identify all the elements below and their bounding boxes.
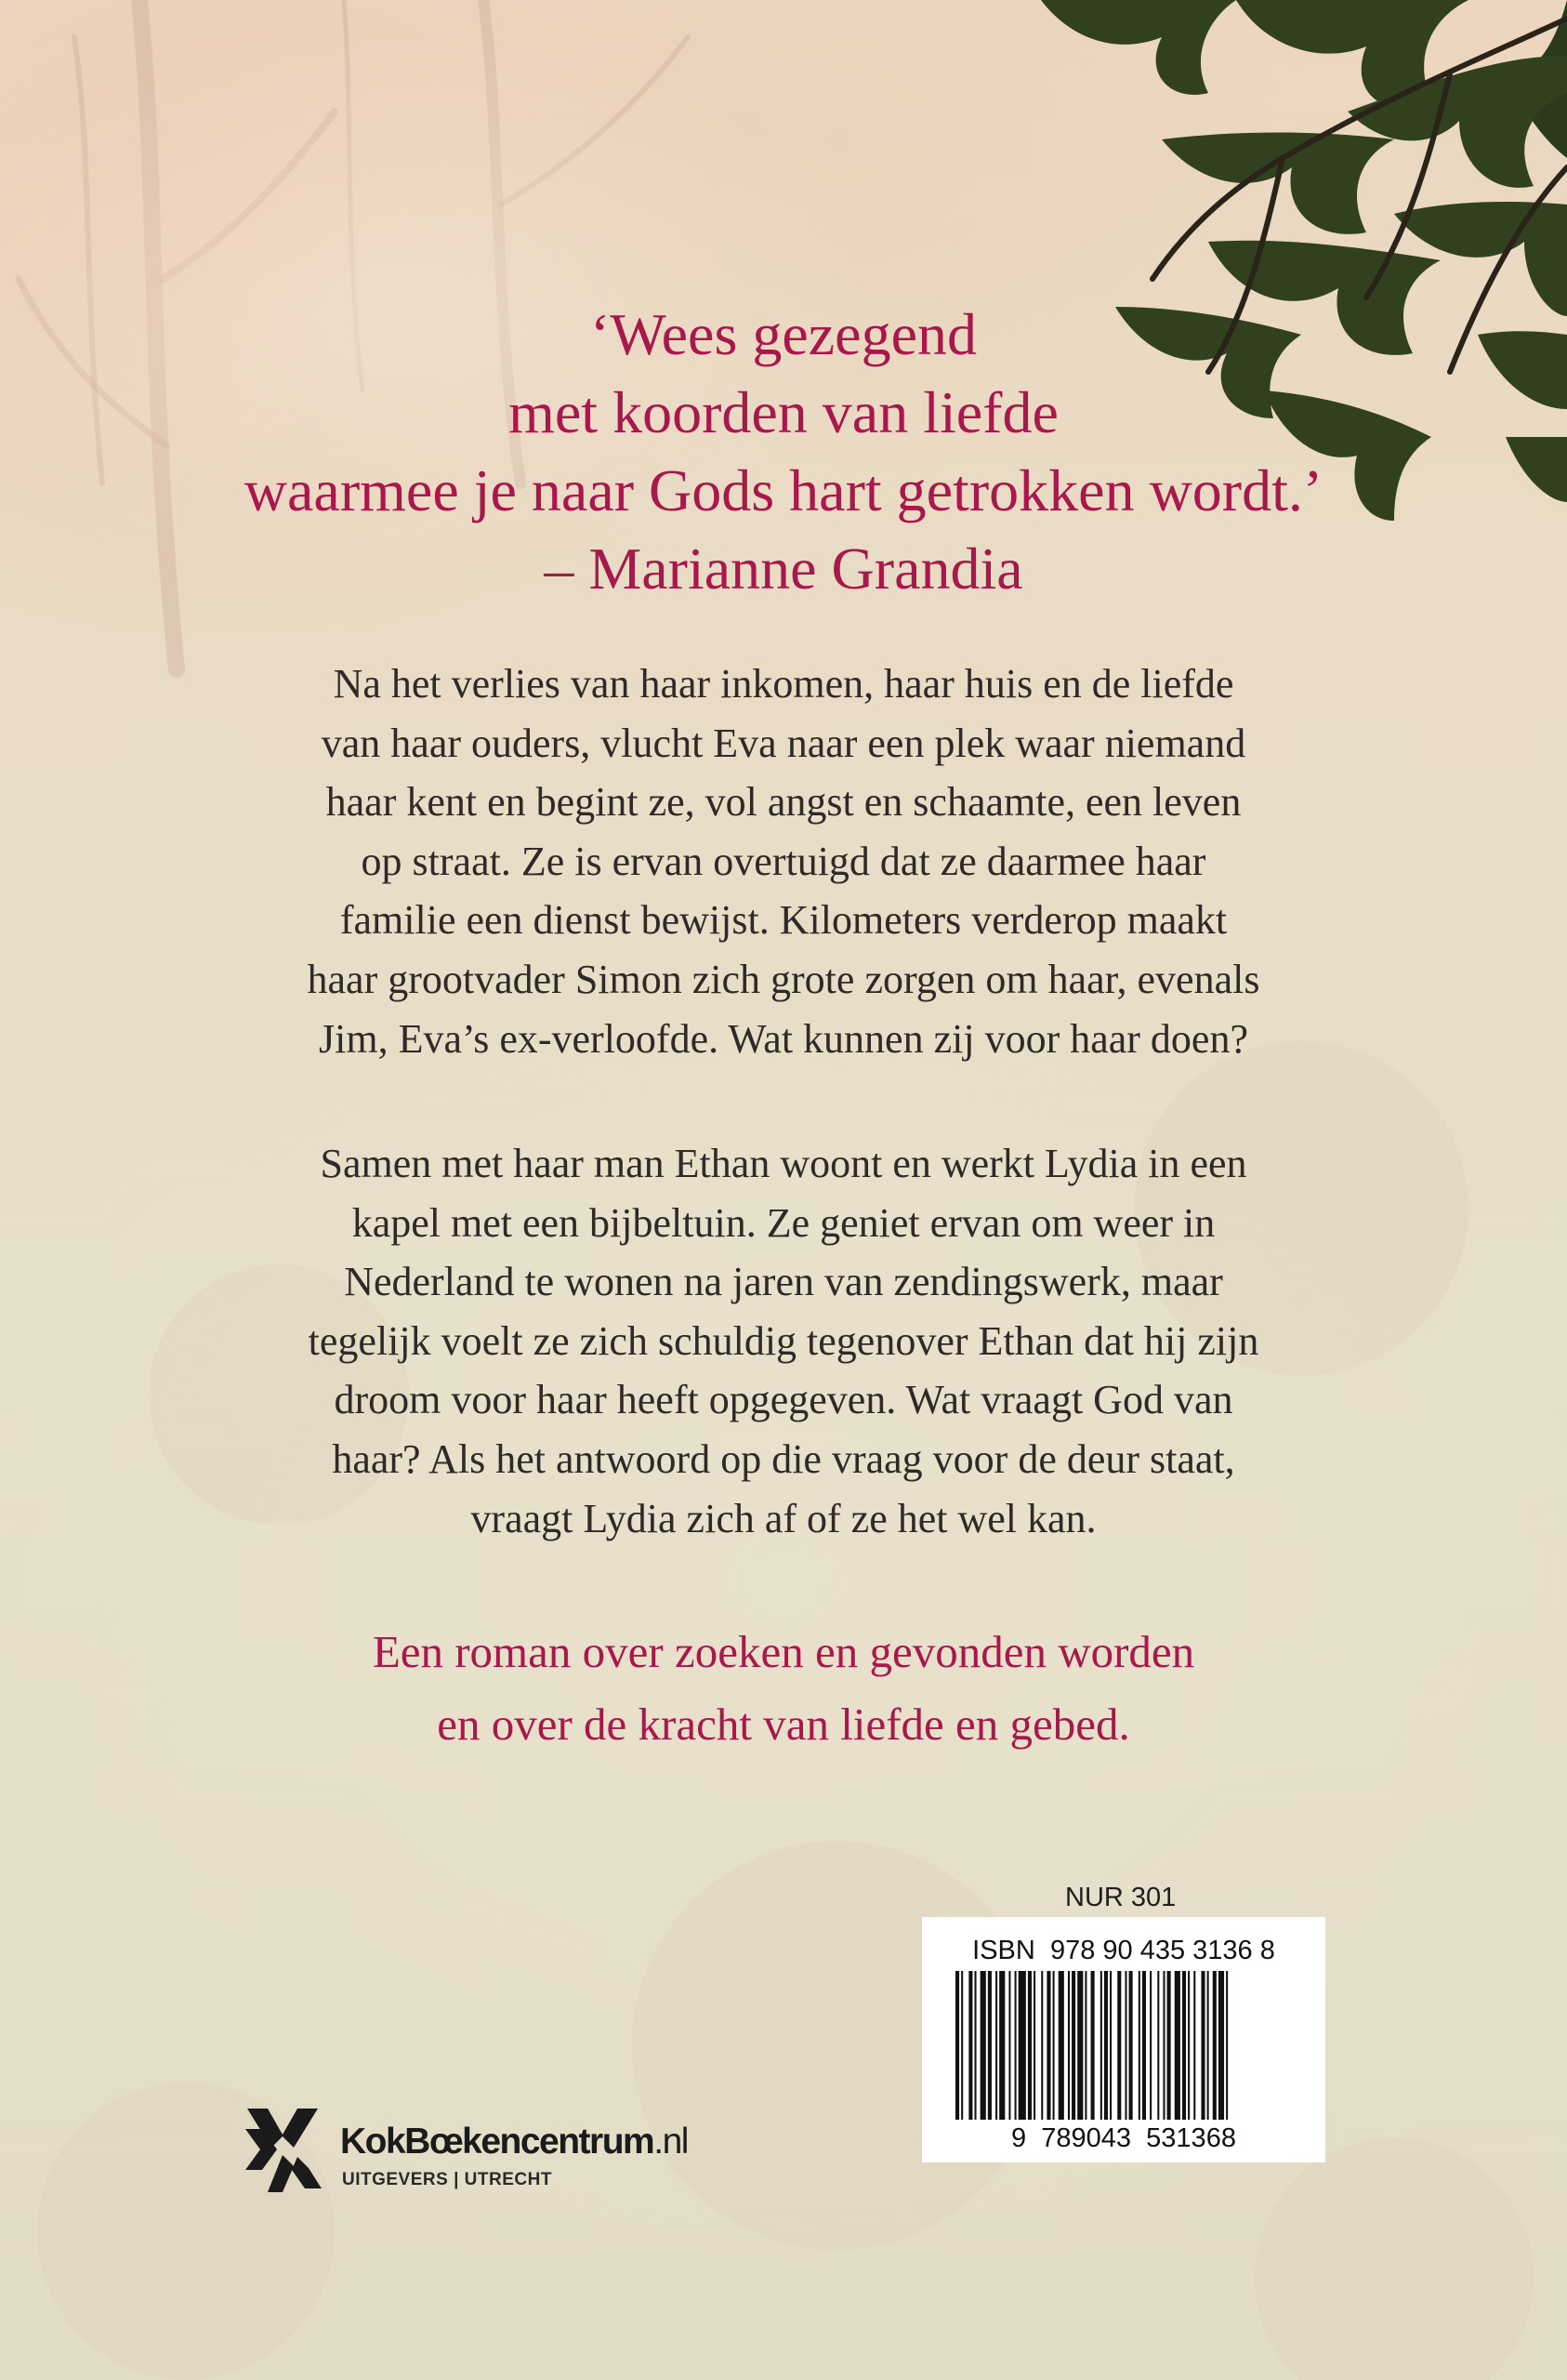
blurb-line: Nederland te wonen na jaren van zendingswerk, maar [344,1259,1223,1305]
barcode-bar [1226,1971,1228,2120]
barcode-bar [1019,1971,1026,2120]
barcode-bar [1085,1971,1086,2120]
tagline-line: en over de kracht van liefde en gebed. [437,1699,1130,1750]
blurb-line: droom voor haar heeft opgegeven. Wat vraagt God van [334,1377,1233,1423]
barcode-bar [1068,1971,1070,2120]
publisher-name-text: KokBœkencentrum [340,2122,654,2162]
barcode-bar [1015,1971,1017,2120]
publisher-logo-icon [240,2103,325,2196]
barcode-bar [1201,1971,1205,2120]
publisher-name [340,2122,688,2162]
blurb-paragraph-eva [204,654,1363,1068]
barcode-bar [981,1971,986,2120]
barcode-bar [1150,1971,1152,2120]
barcode-bar [1110,1971,1112,2120]
barcode-bar [1008,1971,1010,2120]
blurb-line: haar? Als het antwoord op die vraag voor de deur staat, [332,1435,1235,1482]
barcode-bar [995,1971,997,2120]
tagline [0,1616,1567,1761]
publisher-subtitle: UITGEVERS | UTRECHT [342,2170,552,2189]
barcode-bar [1125,1971,1126,2120]
quote-line: met koorden van liefde [508,379,1059,445]
barcode-bar [968,1971,972,2120]
barcode-bar [1077,1971,1083,2120]
nur-code: NUR 301 [1065,1883,1177,1912]
barcode-bar [1157,1971,1159,2120]
quote-line: waarmee je naar Gods hart getrokken wordt.’ [244,457,1323,523]
barcode-bar [1104,1971,1108,2120]
barcode-bar [1072,1971,1075,2120]
publisher-tld: .nl [653,2122,688,2162]
barcode-bar [1034,1971,1035,2120]
barcode-image [955,1971,1292,2120]
blurb-paragraph-lydia [204,1134,1363,1548]
publisher-logo-block [240,2103,797,2196]
barcode-bar [1193,1971,1195,2120]
tagline-line: Een roman over zoeken en gevonden worden [372,1626,1195,1677]
blurb-line: haar kent en begint ze, vol angst en schaamte, een leven [325,779,1242,826]
barcode-bar [1028,1971,1032,2120]
barcode-bar [1188,1971,1190,2120]
barcode-digits: 9 789043 531368 [1011,2123,1236,2153]
barcode-bar [1163,1971,1165,2120]
barcode-bar [975,1971,977,2120]
blurb-line: Jim, Eva’s ex-verloofde. Wat kunnen zij voor haar doen? [319,1015,1248,1062]
barcode-bar [1142,1971,1146,2120]
barcode-bar [1167,1971,1171,2120]
blurb-line: haar grootvader Simon zich grote zorgen om haar, evenals [307,956,1260,1002]
blurb-line: van haar ouders, vlucht Eva naar een plek waar niemand [321,720,1246,766]
quote-line: ‘Wees gezegend [590,301,977,367]
barcode-bar [1175,1971,1180,2120]
barcode-bar [1100,1971,1102,2120]
blurb-line: kapel met een bijbeltuin. Ze geniet ervan om weer in [351,1199,1216,1246]
barcode-bar [1047,1971,1050,2120]
barcode-bar [1207,1971,1209,2120]
barcode-bar [1091,1971,1095,2120]
barcode-bar [1213,1971,1217,2120]
epigraph-quote [0,296,1567,608]
barcode-bar [1139,1971,1140,2120]
barcode-bar [999,1971,1005,2120]
barcode-bar [961,1971,963,2120]
barcode-bar [1117,1971,1121,2120]
blurb-line: vraagt Lydia zich af of ze het wel kan. [470,1495,1097,1541]
isbn-number: ISBN 978 90 435 3136 8 [972,1936,1275,1965]
barcode-bar [1053,1971,1055,2120]
blurb-line: tegelijk voelt ze zich schuldig tegenover Ethan dat hij zijn [308,1317,1259,1364]
blurb-line: familie een dienst bewijst. Kilometers verderop maakt [339,897,1228,944]
barcode-bar [955,1971,959,2120]
barcode-bar [1182,1971,1186,2120]
isbn-barcode-box [922,1917,1325,2162]
barcode-bar [1041,1971,1043,2120]
blurb-line: Samen met haar man Ethan woont en werkt Lydia in een [320,1141,1247,1186]
barcode-bar [988,1971,992,2120]
blurb-line: op straat. Ze is ervan overtuigd dat ze daarmee haar [361,838,1206,884]
blurb-line: Na het verlies van haar inkomen, haar huis en de liefde [333,661,1234,707]
barcode-bar [1059,1971,1064,2120]
quote-attribution: – Marianne Grandia [544,536,1023,602]
barcode-bar [1218,1971,1224,2120]
barcode-bar [1129,1971,1133,2120]
